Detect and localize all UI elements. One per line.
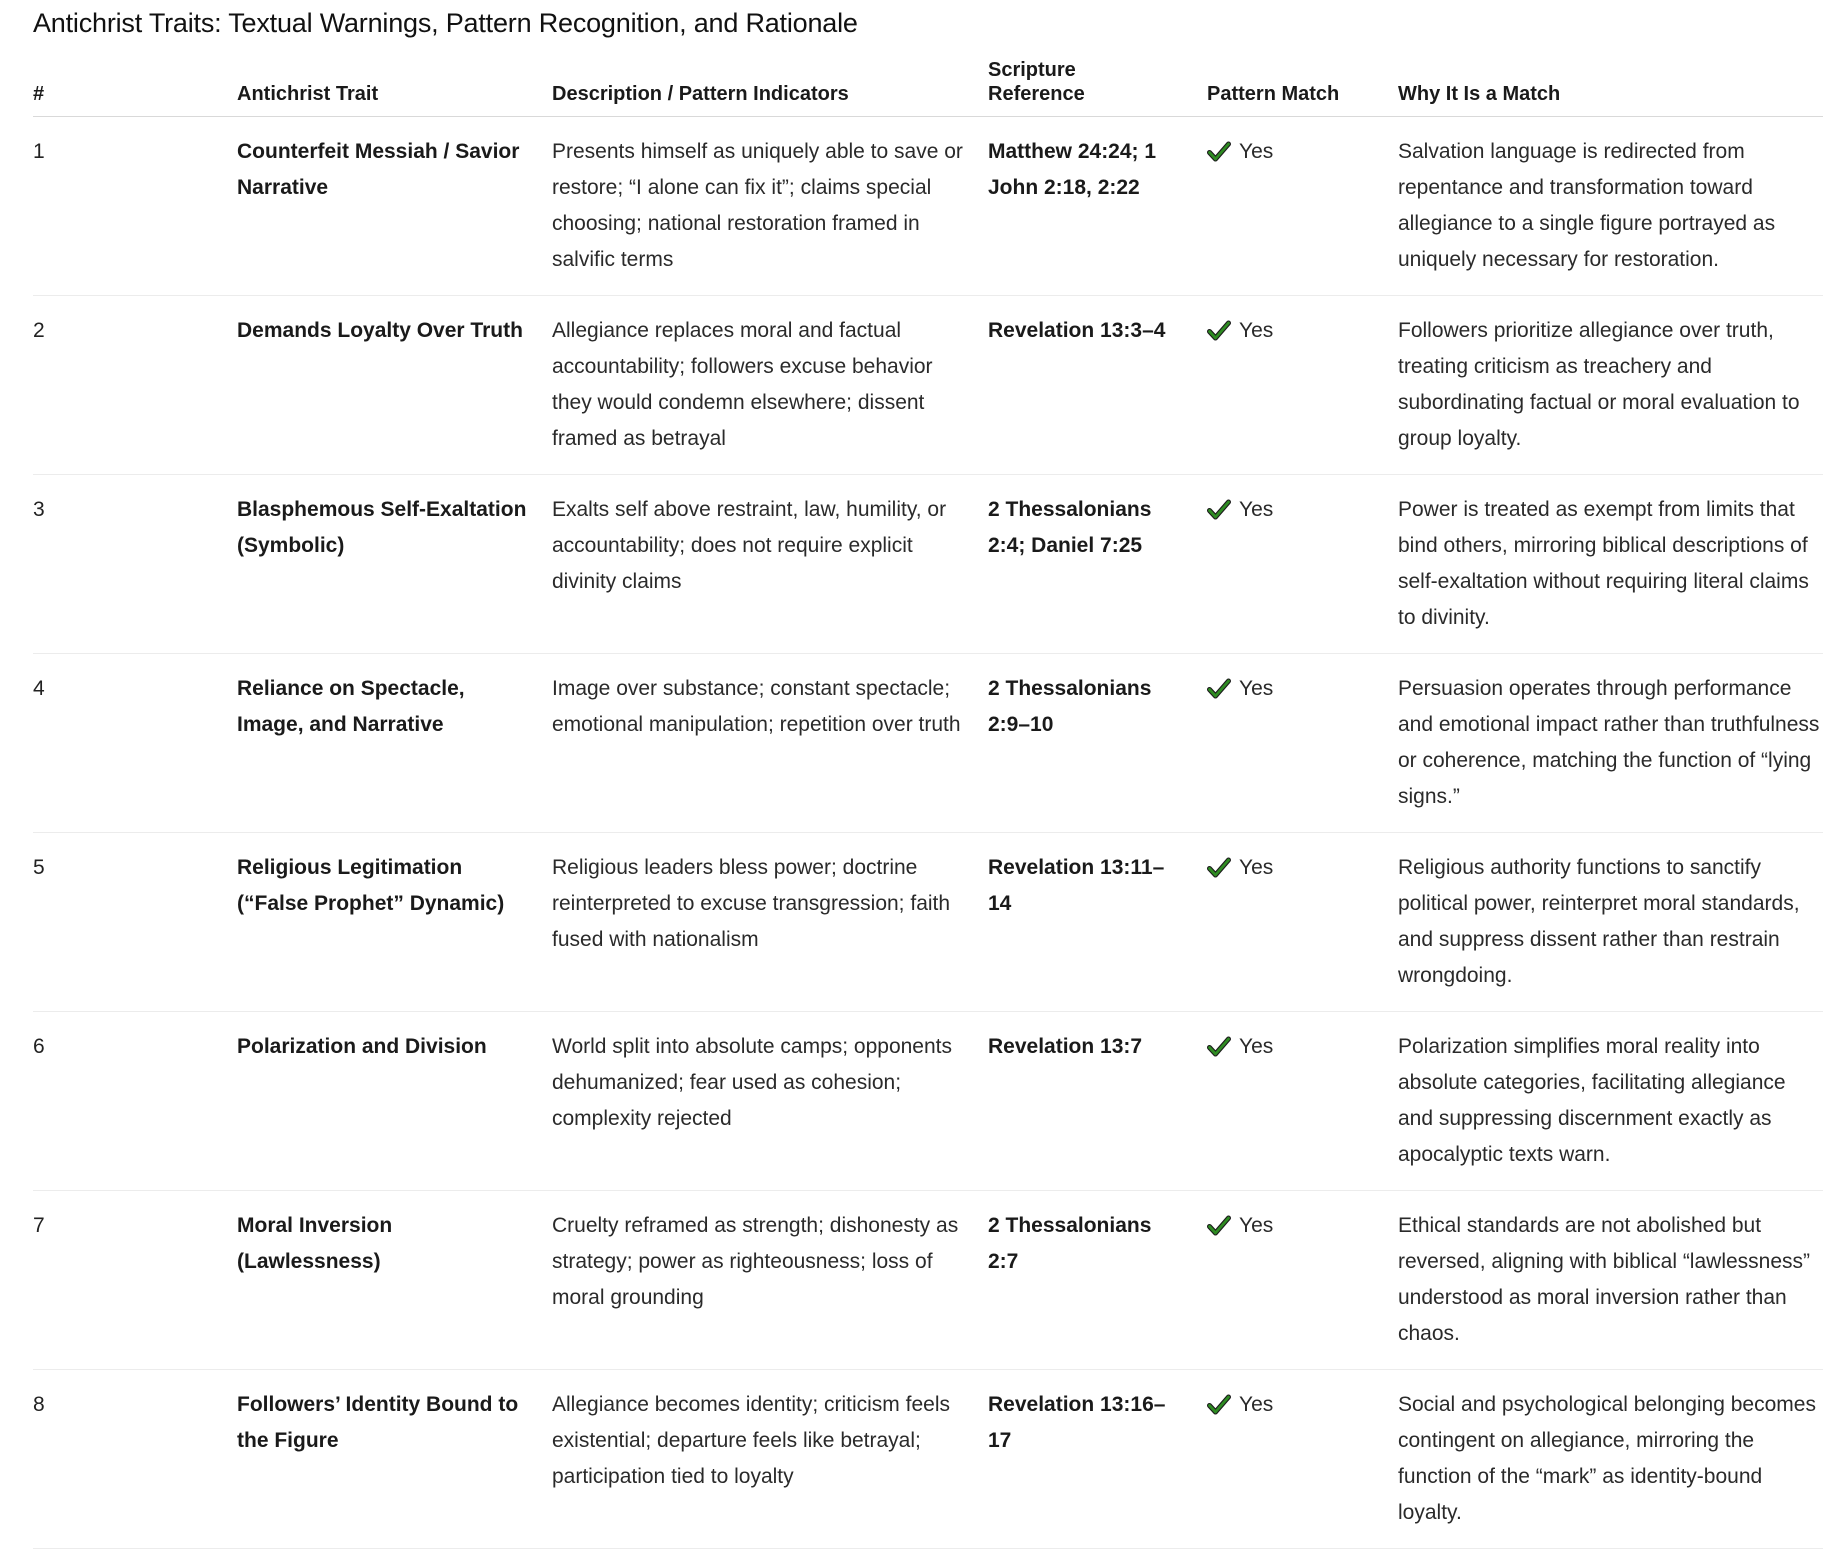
row-number: 4: [33, 654, 237, 833]
row-number: 1: [33, 117, 237, 296]
match-rationale: Ethical standards are not abolished but reversed, aligning with biblical “lawlessness” understood as moral inversion rather than chaos.: [1398, 1191, 1823, 1370]
pattern-match-cell: [1207, 117, 1398, 296]
pattern-match-cell: [1207, 654, 1398, 833]
table-row: [33, 475, 1823, 654]
pattern-match-cell: [1207, 475, 1398, 654]
table-row: [33, 1370, 1823, 1549]
pattern-match-label: Yes: [1239, 1035, 1274, 1058]
trait-description: Cruelty reframed as strength; dishonesty as strategy; power as righteousness; loss of moral grounding: [552, 1191, 988, 1370]
pattern-match: [1207, 1387, 1273, 1423]
trait-description: Presents himself as uniquely able to save or restore; “I alone can fix it”; claims special choosing; national restoration framed in salvific terms: [552, 117, 988, 296]
page-title: Antichrist Traits: Textual Warnings, Pattern Recognition, and Rationale: [33, 8, 858, 38]
table-row: [33, 1012, 1823, 1191]
column-header-reference-label: Scripture Reference: [988, 59, 1085, 105]
column-header-num: #: [33, 58, 237, 117]
check-mark-icon: [1207, 1394, 1231, 1416]
pattern-match: [1207, 850, 1273, 886]
row-number: 8: [33, 1370, 237, 1549]
check-mark-icon: [1207, 678, 1231, 700]
table-row: [33, 833, 1823, 1012]
pattern-match: [1207, 1208, 1273, 1244]
check-mark-icon: [1207, 320, 1231, 342]
trait-description: Allegiance becomes identity; criticism feels existential; departure feels like betrayal; participation tied to loyalty: [552, 1370, 988, 1549]
trait-name: Religious Legitimation (“False Prophet” Dynamic): [237, 833, 552, 1012]
pattern-match-cell: [1207, 833, 1398, 1012]
pattern-match-label: Yes: [1239, 1214, 1274, 1237]
pattern-match-cell: [1207, 296, 1398, 475]
pattern-match-label: Yes: [1239, 677, 1274, 700]
table-header-row: [33, 58, 1823, 117]
table-body: [33, 117, 1823, 1549]
row-number: 6: [33, 1012, 237, 1191]
pattern-match: [1207, 492, 1273, 528]
pattern-match-cell: [1207, 1191, 1398, 1370]
match-rationale: Social and psychological belonging becomes contingent on allegiance, mirroring the function of the “mark” as identity-bound loyalty.: [1398, 1370, 1823, 1549]
table-row: [33, 117, 1823, 296]
pattern-match-label: Yes: [1239, 319, 1274, 342]
column-header-description: Description / Pattern Indicators: [552, 58, 988, 117]
check-mark-icon: [1207, 857, 1231, 879]
trait-description: Exalts self above restraint, law, humility, or accountability; does not require explicit divinity claims: [552, 475, 988, 654]
match-rationale: Salvation language is redirected from repentance and transformation toward allegiance to a single figure portrayed as uniquely necessary for restoration.: [1398, 117, 1823, 296]
check-mark-icon: [1207, 1036, 1231, 1058]
scripture-reference: Revelation 13:16–17: [988, 1370, 1207, 1549]
trait-name: Counterfeit Messiah / Savior Narrative: [237, 117, 552, 296]
check-mark-icon: [1207, 1215, 1231, 1237]
trait-description: World split into absolute camps; opponents dehumanized; fear used as cohesion; complexity rejected: [552, 1012, 988, 1191]
match-rationale: Polarization simplifies moral reality into absolute categories, facilitating allegiance and suppressing discernment exactly as apocalyptic texts warn.: [1398, 1012, 1823, 1191]
pattern-match: [1207, 313, 1273, 349]
trait-name: Demands Loyalty Over Truth: [237, 296, 552, 475]
trait-description: Allegiance replaces moral and factual accountability; followers excuse behavior they would condemn elsewhere; dissent framed as betrayal: [552, 296, 988, 475]
pattern-match: [1207, 1029, 1273, 1065]
scripture-reference: Revelation 13:11–14: [988, 833, 1207, 1012]
column-header-reference: [988, 58, 1207, 117]
trait-name: Reliance on Spectacle, Image, and Narrative: [237, 654, 552, 833]
match-rationale: Persuasion operates through performance and emotional impact rather than truthfulness or coherence, matching the function of “lying signs.”: [1398, 654, 1823, 833]
match-rationale: Followers prioritize allegiance over truth, treating criticism as treachery and subordinating factual or moral evaluation to group loyalty.: [1398, 296, 1823, 475]
trait-description: Religious leaders bless power; doctrine reinterpreted to excuse transgression; faith fused with nationalism: [552, 833, 988, 1012]
pattern-match: [1207, 671, 1273, 707]
row-number: 2: [33, 296, 237, 475]
column-header-match: Pattern Match: [1207, 58, 1398, 117]
scripture-reference: Matthew 24:24; 1 John 2:18, 2:22: [988, 117, 1207, 296]
column-header-why: Why It Is a Match: [1398, 58, 1823, 117]
row-number: 5: [33, 833, 237, 1012]
table-row: [33, 654, 1823, 833]
scripture-reference: Revelation 13:3–4: [988, 296, 1207, 475]
row-number: 3: [33, 475, 237, 654]
pattern-match-label: Yes: [1239, 1393, 1274, 1416]
pattern-match-cell: [1207, 1012, 1398, 1191]
trait-description: Image over substance; constant spectacle; emotional manipulation; repetition over truth: [552, 654, 988, 833]
trait-name: Moral Inversion (Lawlessness): [237, 1191, 552, 1370]
table-row: [33, 1191, 1823, 1370]
pattern-match-label: Yes: [1239, 140, 1274, 163]
scripture-reference: Revelation 13:7: [988, 1012, 1207, 1191]
trait-name: Blasphemous Self-Exaltation (Symbolic): [237, 475, 552, 654]
match-rationale: Power is treated as exempt from limits that bind others, mirroring biblical descriptions of self-exaltation without requiring literal claims to divinity.: [1398, 475, 1823, 654]
pattern-match: [1207, 134, 1273, 170]
row-number: 7: [33, 1191, 237, 1370]
scripture-reference: 2 Thessalonians 2:9–10: [988, 654, 1207, 833]
scripture-reference: 2 Thessalonians 2:7: [988, 1191, 1207, 1370]
check-mark-icon: [1207, 141, 1231, 163]
column-header-trait: Antichrist Trait: [237, 58, 552, 117]
trait-name: Polarization and Division: [237, 1012, 552, 1191]
pattern-match-label: Yes: [1239, 498, 1274, 521]
check-mark-icon: [1207, 499, 1231, 521]
traits-table: [33, 58, 1823, 1549]
table-row: [33, 296, 1823, 475]
trait-name: Followers’ Identity Bound to the Figure: [237, 1370, 552, 1549]
pattern-match-label: Yes: [1239, 856, 1274, 879]
pattern-match-cell: [1207, 1370, 1398, 1549]
scripture-reference: 2 Thessalonians 2:4; Daniel 7:25: [988, 475, 1207, 654]
match-rationale: Religious authority functions to sanctify political power, reinterpret moral standards, and suppress dissent rather than restrain wrongdoing.: [1398, 833, 1823, 1012]
